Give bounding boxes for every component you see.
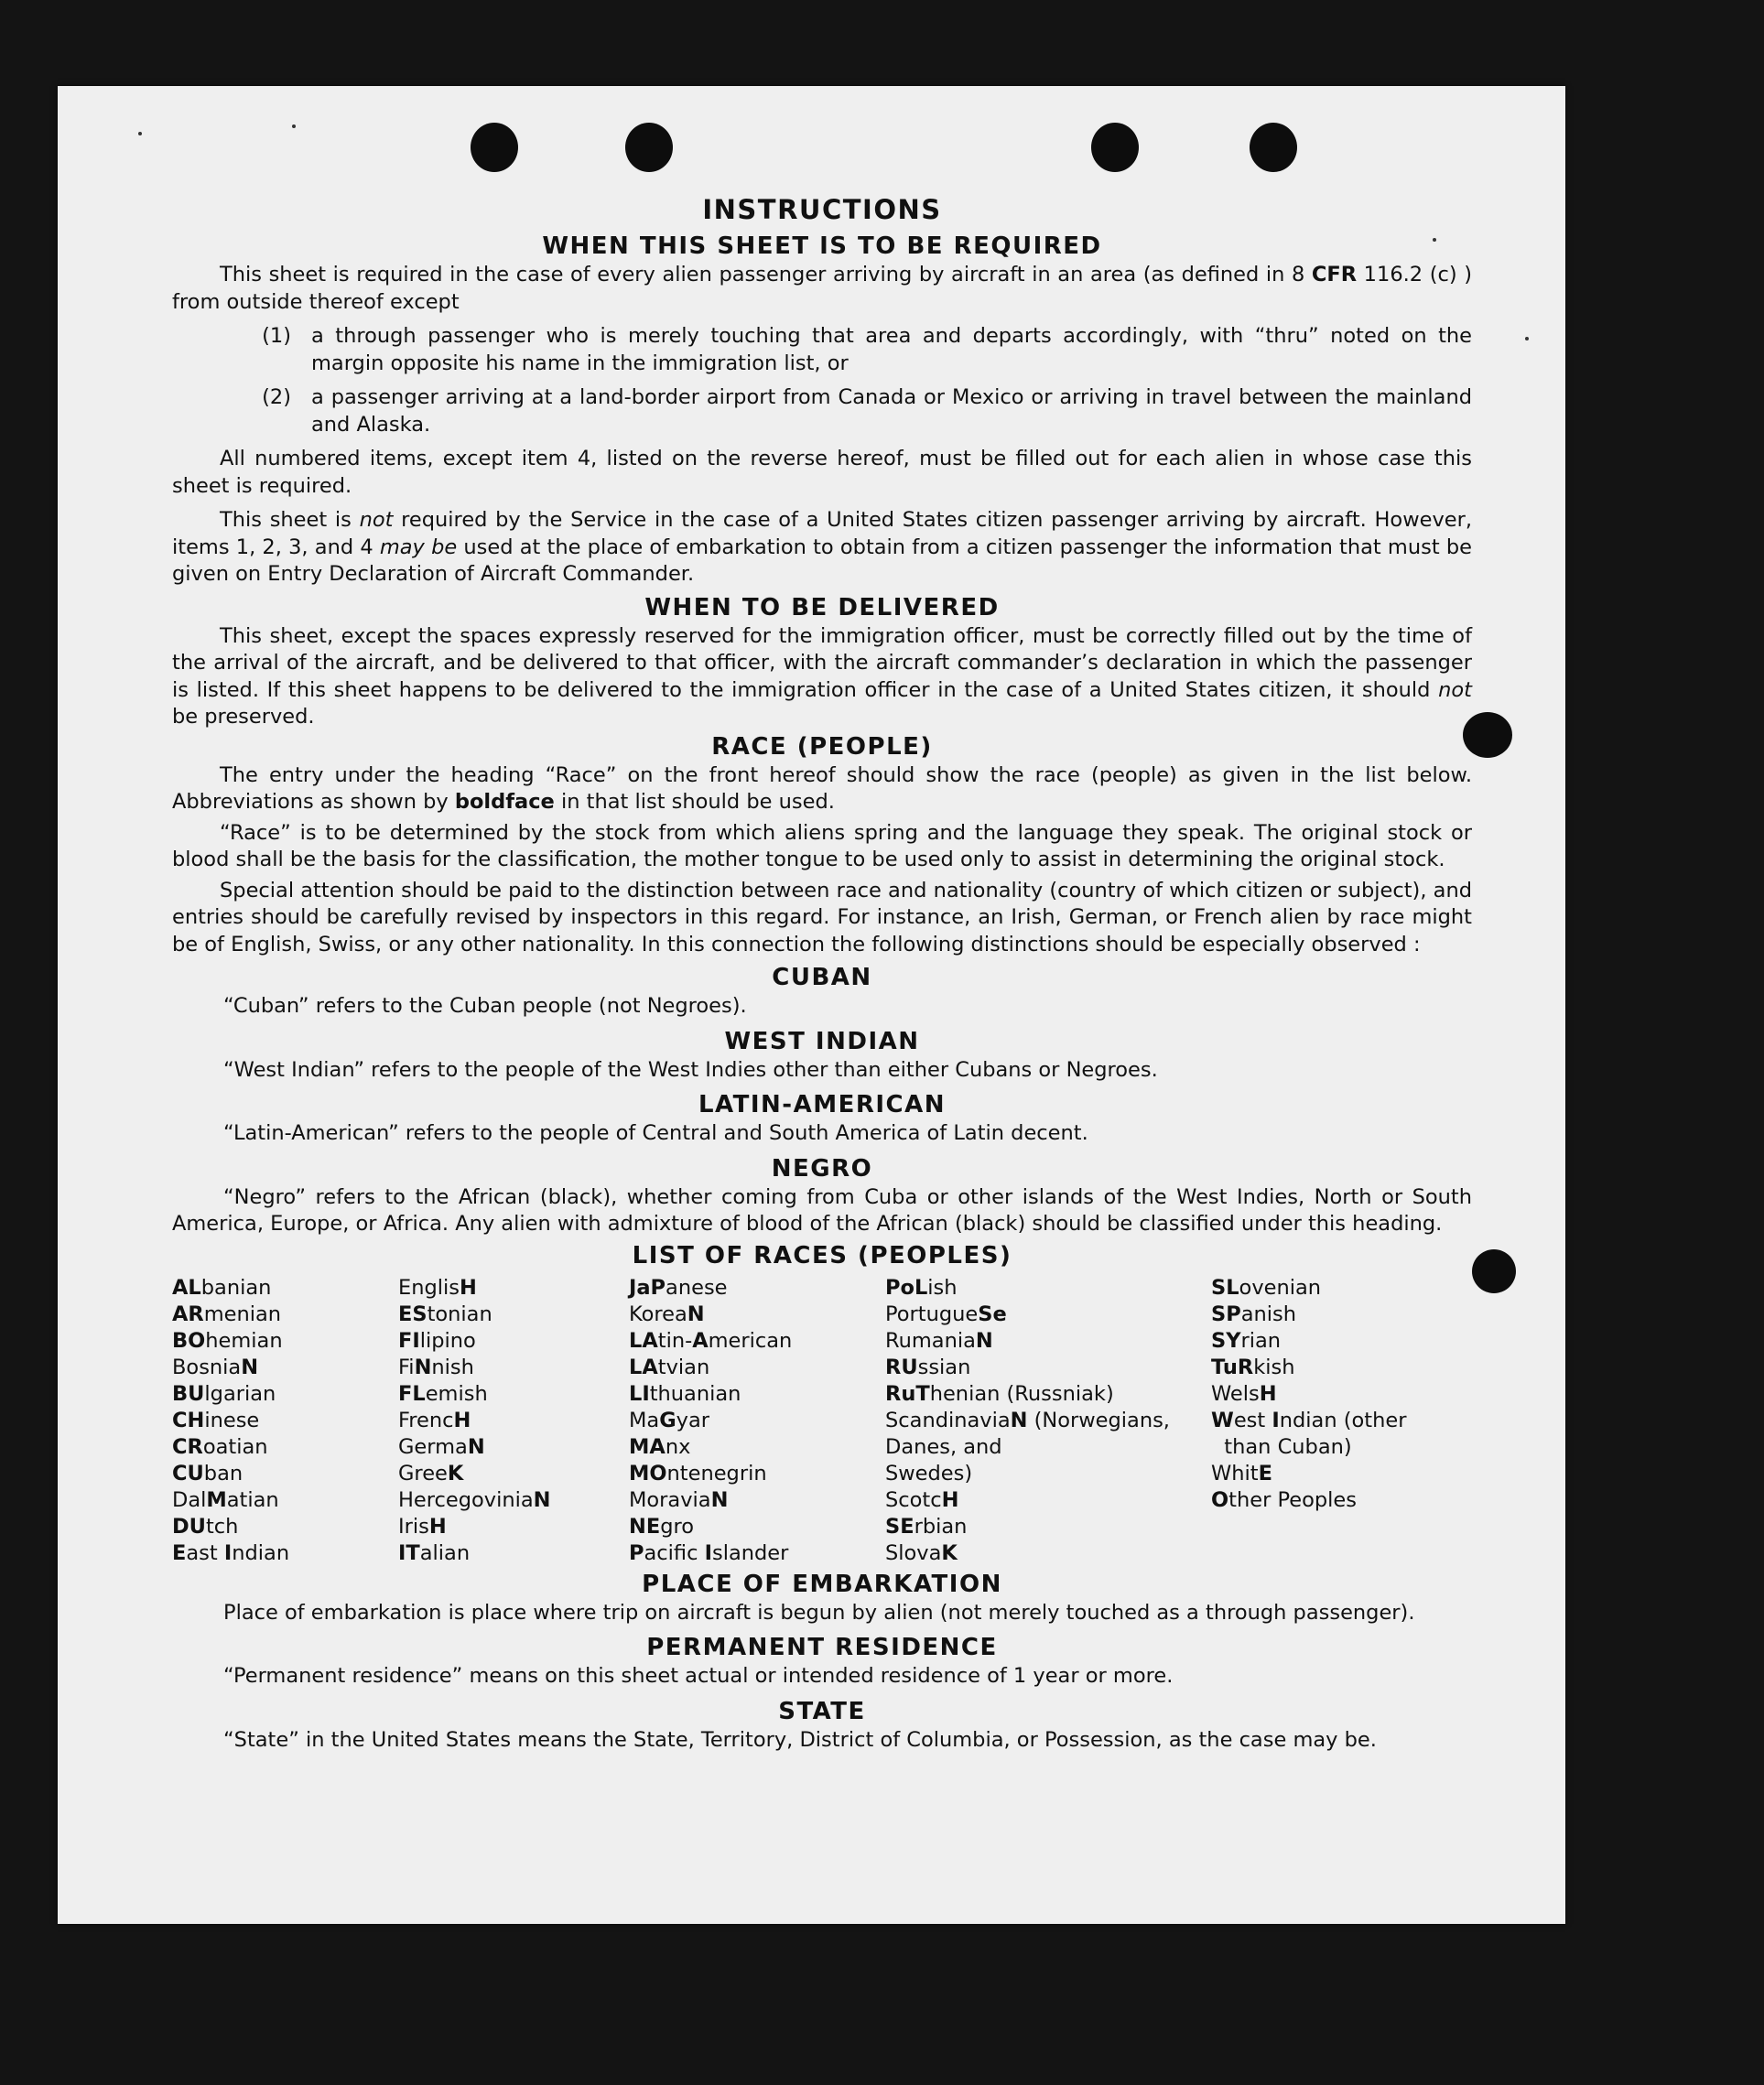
race-text: oatian xyxy=(202,1434,268,1459)
race-text: Ma xyxy=(629,1408,660,1432)
race-entry xyxy=(885,1434,1211,1461)
race-abbreviation: LA xyxy=(629,1328,658,1353)
race-abbreviation: CU xyxy=(172,1461,204,1485)
paragraph-delivered xyxy=(172,623,1472,731)
paragraph-citizen xyxy=(172,507,1472,589)
race-column xyxy=(885,1275,1211,1567)
race-entry xyxy=(629,1487,885,1514)
race-text: Moravia xyxy=(629,1487,711,1512)
race-text: thuanian xyxy=(649,1381,741,1406)
race-entry xyxy=(172,1302,398,1328)
race-abbreviation: N xyxy=(975,1328,993,1353)
paragraph-numbered-items: All numbered items, except item 4, listed on the reverse hereof, must be filled out for each alien in whose case this sheet is required. xyxy=(172,447,1472,498)
race-text: tvian xyxy=(657,1355,710,1379)
race-text: lgarian xyxy=(204,1381,276,1406)
race-text: emish xyxy=(425,1381,488,1406)
race-text: Korea xyxy=(629,1302,687,1326)
speck xyxy=(292,124,296,128)
race-abbreviation: FI xyxy=(398,1328,420,1353)
race-text: Hercegovinia xyxy=(398,1487,534,1512)
exception-item xyxy=(172,323,1472,377)
race-column xyxy=(1211,1275,1449,1567)
paragraph-state: “State” in the United States means the State, Territory, District of Columbia, or Possession, as the case may be. xyxy=(223,1727,1377,1752)
race-text: menian xyxy=(203,1302,282,1326)
race-abbreviation: E xyxy=(1258,1461,1272,1485)
race-entry xyxy=(398,1328,629,1355)
race-text: est xyxy=(1233,1408,1272,1432)
race-entry xyxy=(885,1514,1211,1540)
race-abbreviation: DU xyxy=(172,1514,206,1539)
race-text: Whit xyxy=(1211,1461,1259,1485)
text-segment: in that list should be used. xyxy=(554,790,835,814)
race-entry xyxy=(629,1514,885,1540)
race-text: (Norwegians, xyxy=(1027,1408,1170,1432)
race-text: Swedes) xyxy=(885,1461,973,1485)
race-entry xyxy=(629,1275,885,1302)
race-abbreviation: H xyxy=(459,1275,477,1300)
race-abbreviation: Se xyxy=(978,1302,1007,1326)
race-text: ban xyxy=(203,1461,243,1485)
race-abbreviation: P xyxy=(629,1540,644,1565)
punch-hole xyxy=(1472,1249,1516,1293)
race-text: Iris xyxy=(398,1514,429,1539)
race-text: Danes, and xyxy=(885,1434,1002,1459)
race-entry xyxy=(629,1434,885,1461)
race-text: tonian xyxy=(427,1302,492,1326)
text-segment: used at the place of embarkation to obtain from a citizen passenger the information that must be given on Entry Declaration of Aircraft Commander. xyxy=(172,535,1472,586)
race-entry xyxy=(1211,1328,1449,1355)
heading-cuban: CUBAN xyxy=(772,964,872,991)
paragraph-permanent-residence: “Permanent residence” means on this sheet actual or intended residence of 1 year or more. xyxy=(223,1664,1174,1688)
race-abbreviation: AL xyxy=(172,1275,201,1300)
race-entry xyxy=(172,1328,398,1355)
race-abbreviation: W xyxy=(1211,1408,1234,1432)
text-emphasis: not xyxy=(359,508,394,532)
race-text: Wels xyxy=(1211,1381,1260,1406)
text-segment: 116.2 (c) ) from outside thereof except xyxy=(172,263,1472,314)
race-entry xyxy=(1211,1381,1449,1408)
race-entry xyxy=(885,1461,1211,1487)
race-text: Dal xyxy=(172,1487,207,1512)
race-entry xyxy=(1211,1302,1449,1328)
exception-number: (1) xyxy=(262,324,291,348)
instructions-content xyxy=(172,194,1472,1754)
race-entry xyxy=(629,1302,885,1328)
race-entry xyxy=(885,1487,1211,1514)
race-abbreviation: AR xyxy=(172,1302,204,1326)
race-entry xyxy=(172,1355,398,1381)
punch-hole xyxy=(471,123,518,172)
race-entry xyxy=(172,1381,398,1408)
race-abbreviation: I xyxy=(1272,1408,1280,1432)
race-entry xyxy=(172,1408,398,1434)
heading-west-indian: WEST INDIAN xyxy=(724,1027,920,1055)
race-text: slander xyxy=(711,1540,789,1565)
race-abbreviation: JaP xyxy=(629,1275,666,1300)
race-text: ther Peoples xyxy=(1228,1487,1357,1512)
heading-permanent-residence: PERMANENT RESIDENCE xyxy=(646,1634,998,1661)
paragraph-negro: “Negro” refers to the African (black), whether coming from Cuba or other islands of the West Indies, North or South America, Europe, or Africa. Any alien with admixture of blood of the African (black) should be classified under this heading. xyxy=(172,1184,1472,1236)
text-emphasis: not xyxy=(1438,677,1472,702)
race-abbreviation: A xyxy=(692,1328,709,1353)
text-segment: This sheet is required in the case of every alien passenger arriving by aircraft in an area (as defined in 8 xyxy=(220,263,1312,286)
race-entry xyxy=(885,1408,1211,1434)
race-abbreviation: H xyxy=(453,1408,471,1432)
race-text: tch xyxy=(205,1514,239,1539)
race-text: ssian xyxy=(917,1355,971,1379)
heading-when-delivered: WHEN TO BE DELIVERED xyxy=(644,593,1000,621)
race-text: alian xyxy=(419,1540,471,1565)
race-abbreviation: O xyxy=(1211,1487,1229,1512)
exception-text: a passenger arriving at a land-border airport from Canada or Mexico or arriving in travel between the mainland and Alaska. xyxy=(311,385,1472,437)
race-list xyxy=(172,1275,1472,1567)
race-entry xyxy=(172,1461,398,1487)
paragraph-required-intro xyxy=(172,262,1472,316)
race-abbreviation: E xyxy=(172,1540,187,1565)
race-abbreviation: NE xyxy=(629,1514,661,1539)
race-abbreviation: N xyxy=(414,1355,432,1379)
race-abbreviation: ES xyxy=(398,1302,427,1326)
race-text: ast xyxy=(186,1540,224,1565)
paragraph-race-nationality: Special attention should be paid to the distinction between race and nationality (country of which citizen or subject), and entries should be carefully revised by inspectors in this regard. For instance, an Irish, German, or French alien by race might be of English, Swiss, or any other nationality. In this connection the following distinctions should be especially observed : xyxy=(172,878,1472,956)
race-text: tin- xyxy=(657,1328,693,1353)
race-abbreviation: IT xyxy=(398,1540,420,1565)
race-entry xyxy=(885,1302,1211,1328)
race-entry xyxy=(1211,1434,1449,1461)
race-text: merican xyxy=(708,1328,793,1353)
heading-negro: NEGRO xyxy=(771,1154,873,1183)
race-text: ndian (other xyxy=(1279,1408,1407,1432)
race-text: than Cuban) xyxy=(1211,1434,1352,1459)
race-text: acific xyxy=(644,1540,705,1565)
race-entry xyxy=(398,1540,629,1567)
race-text: Gree xyxy=(398,1461,448,1485)
race-abbreviation: RU xyxy=(885,1355,918,1379)
race-text: ovenian xyxy=(1239,1275,1322,1300)
race-text: lipino xyxy=(419,1328,476,1353)
race-entry xyxy=(172,1514,398,1540)
race-text: yar xyxy=(676,1408,710,1432)
race-text: atian xyxy=(226,1487,279,1512)
race-text: henian (Russniak) xyxy=(929,1381,1114,1406)
race-abbreviation: I xyxy=(704,1540,712,1565)
speck xyxy=(1525,337,1529,340)
heading-when-required: WHEN THIS SHEET IS TO BE REQUIRED xyxy=(542,232,1102,260)
race-abbreviation: SP xyxy=(1211,1302,1241,1326)
race-entry xyxy=(1211,1275,1449,1302)
race-abbreviation: N xyxy=(467,1434,485,1459)
race-text: nx xyxy=(665,1434,691,1459)
paragraph-embarkation: Place of embarkation is place where trip on aircraft is begun by alien (not merely touched as a through passenger). xyxy=(223,1600,1415,1625)
race-column xyxy=(629,1275,885,1567)
race-abbreviation: H xyxy=(1259,1381,1277,1406)
race-entry xyxy=(885,1540,1211,1567)
race-text: Portugue xyxy=(885,1302,979,1326)
text-emphasis: may be xyxy=(379,535,458,559)
race-entry xyxy=(885,1275,1211,1302)
race-abbreviation: BU xyxy=(172,1381,205,1406)
punch-hole xyxy=(1091,123,1139,172)
text-segment: This sheet, except the spaces expressly reserved for the immigration officer, must be correctly filled out by the time of the arrival of the aircraft, and be delivered to that officer, with the aircraft commander’s declaration in which the passenger is listed. If this sheet happens to be delivered to the immigration officer in the case of a United States citizen, it should xyxy=(172,623,1472,702)
text-cfr: CFR xyxy=(1311,263,1358,286)
race-abbreviation: N xyxy=(533,1487,551,1512)
race-abbreviation: H xyxy=(941,1487,959,1512)
race-entry xyxy=(398,1381,629,1408)
race-entry xyxy=(398,1434,629,1461)
race-text: ish xyxy=(927,1275,958,1300)
heading-latin-american: LATIN-AMERICAN xyxy=(698,1091,947,1118)
race-abbreviation: PoL xyxy=(885,1275,928,1300)
race-abbreviation: MA xyxy=(629,1434,666,1459)
race-entry xyxy=(629,1540,885,1567)
race-abbreviation: N xyxy=(687,1302,705,1326)
paragraph-race-definition: “Race” is to be determined by the stock from which aliens spring and the language they speak. The original stock or blood shall be the basis for the classification, the mother tongue to be used only to assist in determining the original stock. xyxy=(172,820,1472,871)
race-entry xyxy=(398,1275,629,1302)
race-text: Germa xyxy=(398,1434,468,1459)
title-instructions: INSTRUCTIONS xyxy=(702,194,942,225)
race-abbreviation: BO xyxy=(172,1328,206,1353)
race-entry xyxy=(398,1461,629,1487)
race-abbreviation: LI xyxy=(629,1381,650,1406)
race-entry xyxy=(1211,1461,1449,1487)
paragraph-cuban: “Cuban” refers to the Cuban people (not Negroes). xyxy=(223,994,747,1018)
race-text: Slova xyxy=(885,1540,942,1565)
race-abbreviation: K xyxy=(941,1540,958,1565)
race-text: Rumania xyxy=(885,1328,976,1353)
speck xyxy=(138,132,142,135)
exception-text: a through passenger who is merely touching that area and departs accordingly, with “thru” noted on the margin opposite his name in the immigration list, or xyxy=(311,324,1472,375)
race-abbreviation: SE xyxy=(885,1514,914,1539)
text-segment: This sheet is xyxy=(220,508,360,532)
race-text: anish xyxy=(1240,1302,1296,1326)
race-column xyxy=(172,1275,398,1567)
race-abbreviation: FL xyxy=(398,1381,426,1406)
race-abbreviation: CH xyxy=(172,1408,205,1432)
text-boldface: boldface xyxy=(454,790,555,814)
race-entry xyxy=(629,1328,885,1355)
race-text: rbian xyxy=(914,1514,968,1539)
race-abbreviation: M xyxy=(206,1487,227,1512)
race-text: ntenegrin xyxy=(666,1461,767,1485)
race-entry xyxy=(172,1275,398,1302)
race-text: Englis xyxy=(398,1275,460,1300)
paragraph-latin-american: “Latin-American” refers to the people of Central and South America of Latin decent. xyxy=(223,1121,1088,1145)
race-entry xyxy=(885,1328,1211,1355)
race-text: anese xyxy=(666,1275,728,1300)
text-segment: The entry under the heading “Race” on the front hereof should show the race (people) as given in the list below. Abbreviations as shown by xyxy=(172,762,1472,814)
race-entry xyxy=(172,1434,398,1461)
race-abbreviation: I xyxy=(223,1540,233,1565)
race-column xyxy=(398,1275,629,1567)
race-entry xyxy=(1211,1408,1449,1434)
race-entry xyxy=(629,1461,885,1487)
race-abbreviation: K xyxy=(447,1461,464,1485)
race-entry xyxy=(1211,1355,1449,1381)
heading-place-of-embarkation: PLACE OF EMBARKATION xyxy=(642,1570,1002,1598)
exception-number: (2) xyxy=(262,385,291,409)
paragraph-race-entry xyxy=(172,762,1472,816)
race-entry xyxy=(398,1408,629,1434)
race-entry xyxy=(1211,1487,1449,1514)
exception-item xyxy=(172,384,1472,438)
race-abbreviation: LA xyxy=(629,1355,658,1379)
race-text: Bosnia xyxy=(172,1355,242,1379)
race-abbreviation: N xyxy=(241,1355,259,1379)
race-text: Scandinavia xyxy=(885,1408,1011,1432)
heading-state: STATE xyxy=(778,1697,866,1725)
race-text: Frenc xyxy=(398,1408,454,1432)
race-abbreviation: SY xyxy=(1211,1328,1241,1353)
punch-hole xyxy=(625,123,673,172)
text-segment: required by the Service in the case of a United States citizen passenger arriving by aircraft. However, items 1, 2, 3, and 4 xyxy=(172,508,1473,559)
race-entry xyxy=(398,1302,629,1328)
heading-list-of-races: LIST OF RACES (PEOPLES) xyxy=(632,1241,1012,1269)
race-abbreviation: CR xyxy=(172,1434,203,1459)
race-abbreviation: SL xyxy=(1211,1275,1239,1300)
race-entry xyxy=(398,1487,629,1514)
race-abbreviation: N xyxy=(710,1487,729,1512)
race-entry xyxy=(629,1355,885,1381)
race-entry xyxy=(172,1540,398,1567)
race-entry xyxy=(398,1355,629,1381)
race-abbreviation: RuT xyxy=(885,1381,930,1406)
race-text: nish xyxy=(431,1355,474,1379)
race-text: Fi xyxy=(398,1355,415,1379)
race-entry xyxy=(398,1514,629,1540)
race-text: hemian xyxy=(205,1328,283,1353)
race-abbreviation: MO xyxy=(629,1461,667,1485)
paragraph-west-indian: “West Indian” refers to the people of the West Indies other than either Cubans or Negroes. xyxy=(223,1057,1158,1082)
race-text: banian xyxy=(200,1275,272,1300)
race-text: ndian xyxy=(232,1540,290,1565)
punch-hole xyxy=(1250,123,1297,172)
race-text: gro xyxy=(660,1514,695,1539)
race-abbreviation: TuR xyxy=(1211,1355,1254,1379)
race-text: inese xyxy=(204,1408,260,1432)
race-entry xyxy=(172,1487,398,1514)
race-entry xyxy=(885,1355,1211,1381)
race-entry xyxy=(629,1381,885,1408)
race-abbreviation: N xyxy=(1010,1408,1028,1432)
race-text: rian xyxy=(1240,1328,1282,1353)
race-entry xyxy=(885,1381,1211,1408)
race-entry xyxy=(629,1408,885,1434)
heading-race: RACE (PEOPLE) xyxy=(711,732,933,761)
race-text: kish xyxy=(1253,1355,1295,1379)
race-text: Scotc xyxy=(885,1487,942,1512)
text-segment: be preserved. xyxy=(172,705,315,729)
race-abbreviation: H xyxy=(428,1514,447,1539)
race-abbreviation: G xyxy=(659,1408,676,1432)
